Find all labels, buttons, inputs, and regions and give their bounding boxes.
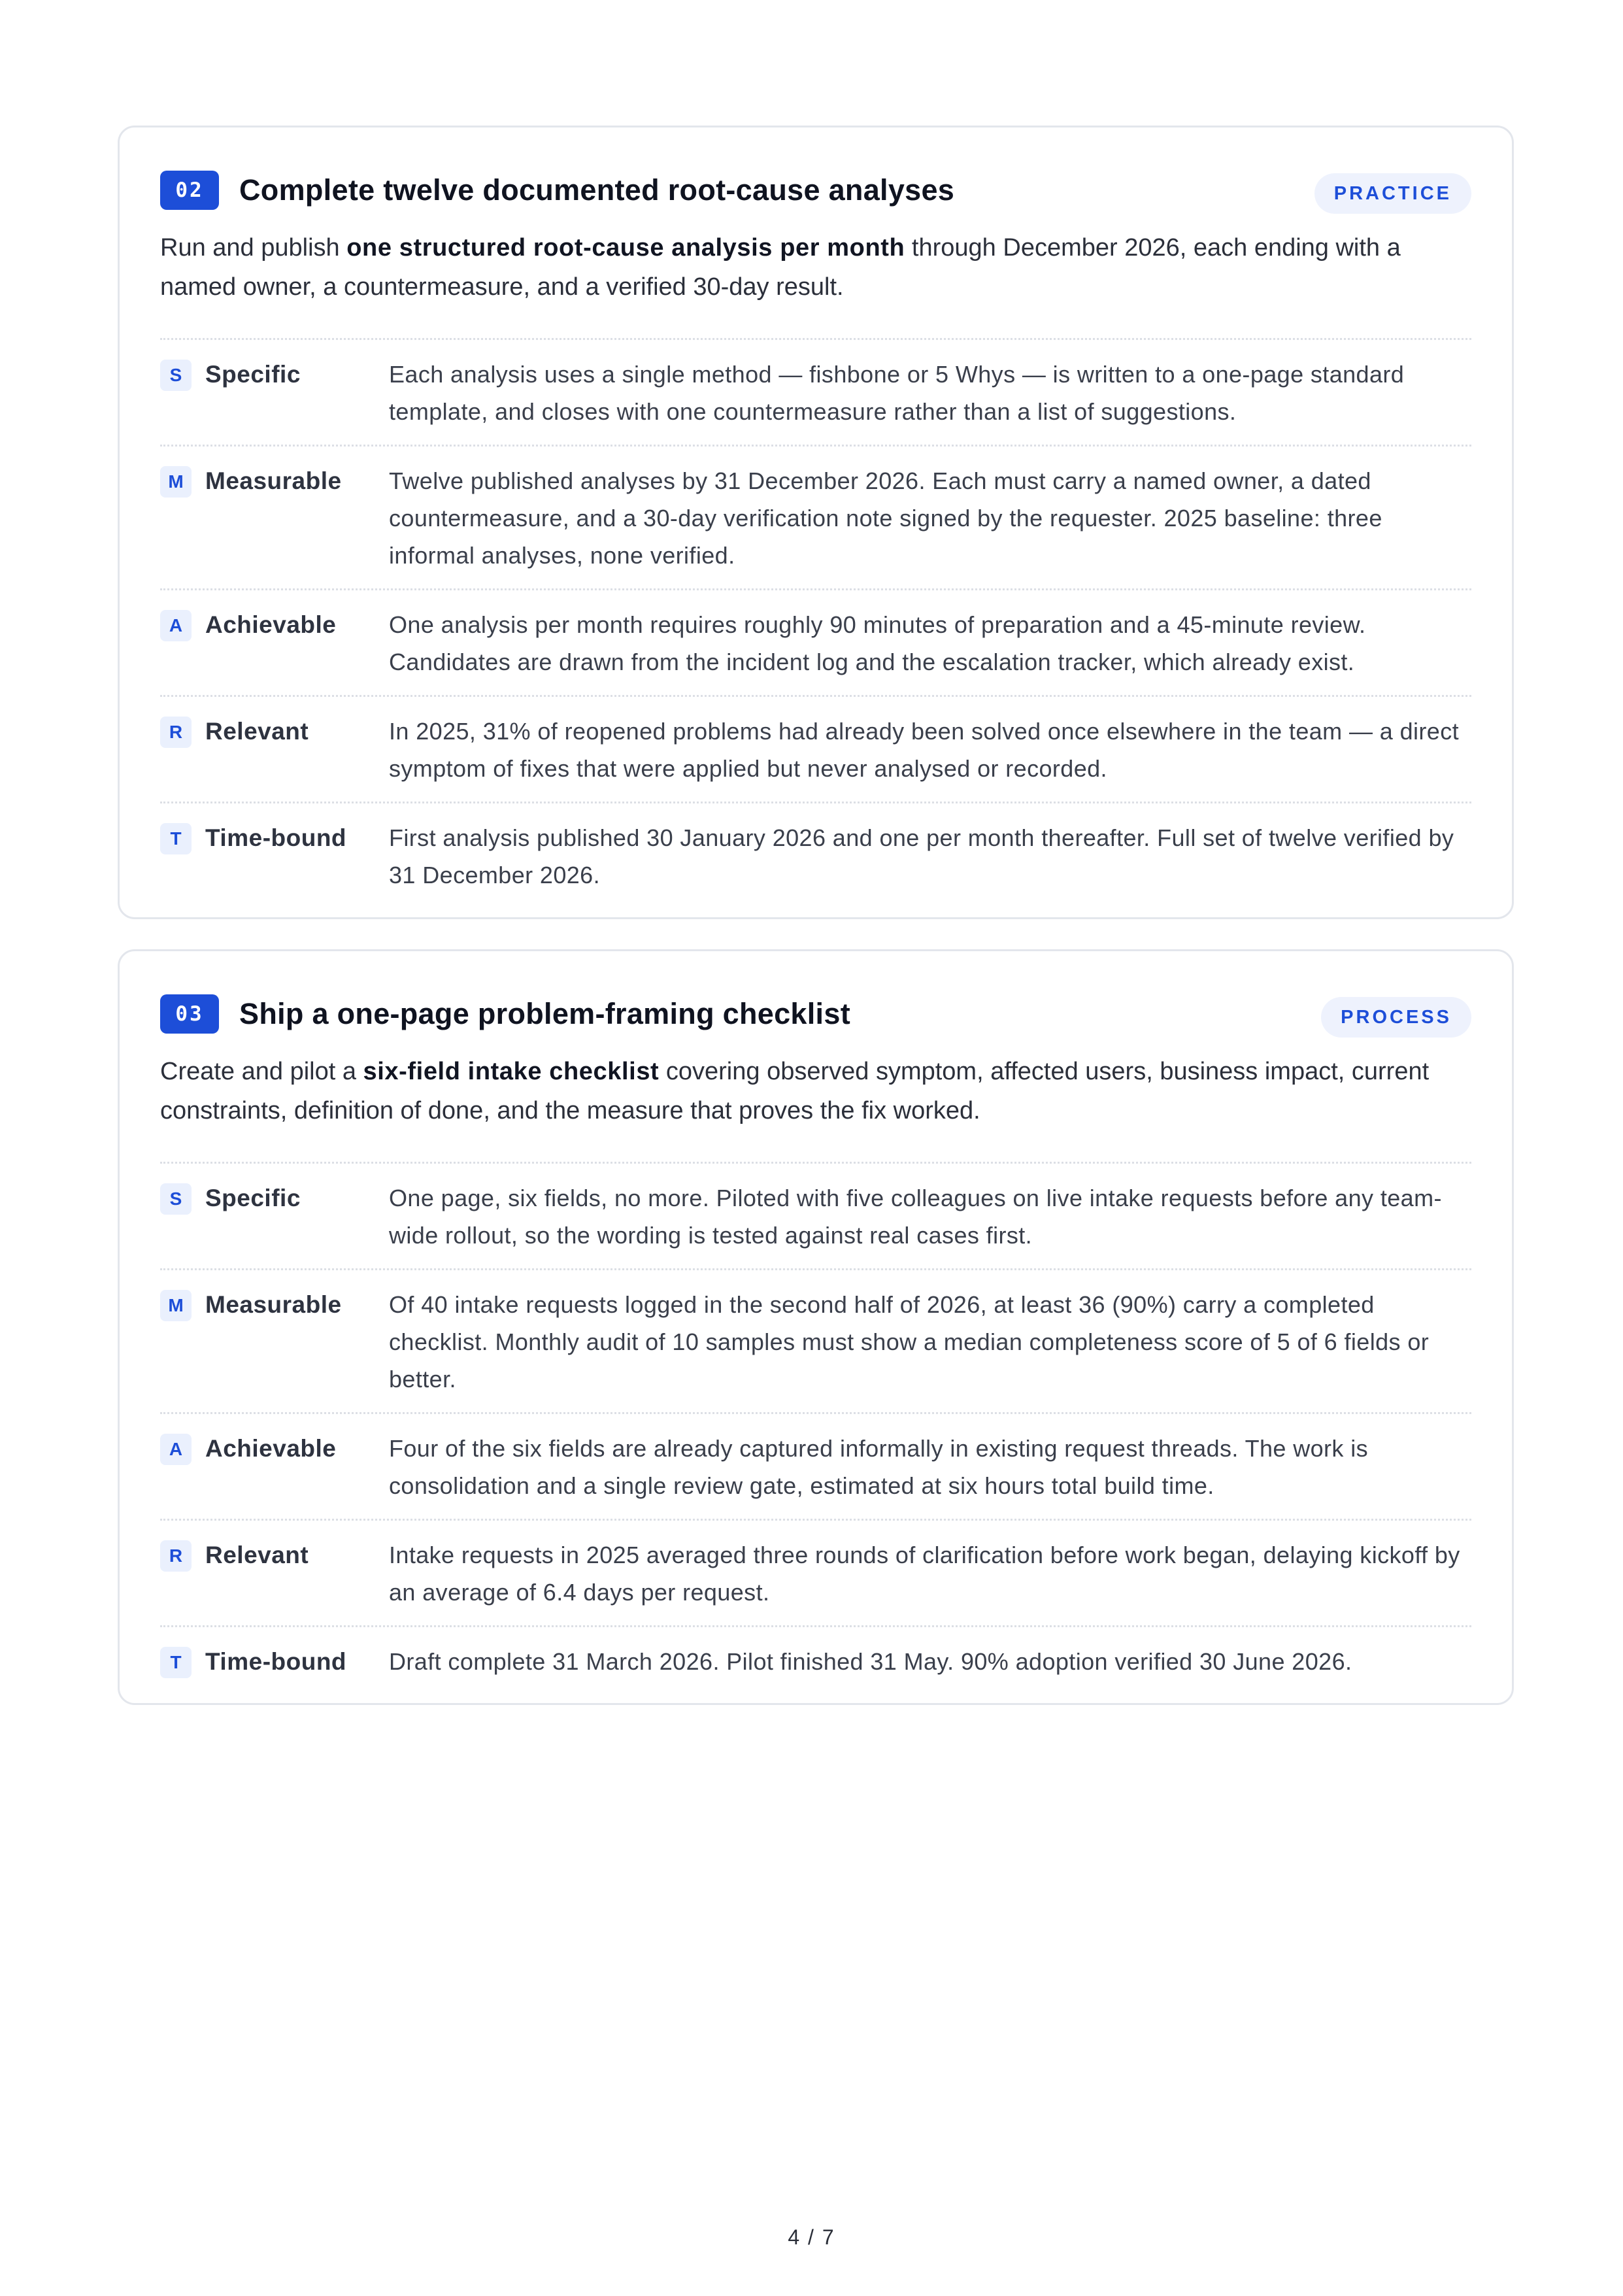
smart-row-time-bound bbox=[160, 1627, 1471, 1695]
smart-row-achievable bbox=[160, 590, 1471, 697]
goal-title: Ship a one-page problem-framing checklist bbox=[239, 997, 850, 1030]
smart-letter-badge: S bbox=[160, 360, 192, 391]
smart-description: First analysis published 30 January 2026 and one per month thereafter. Full set of twelve verified by 31 December 2026. bbox=[389, 824, 1454, 888]
goal-number-badge: 03 bbox=[160, 994, 219, 1034]
goal-header bbox=[160, 167, 1471, 214]
smart-criteria-list bbox=[160, 338, 1471, 908]
goal-card bbox=[118, 126, 1514, 919]
smart-label: Measurable bbox=[205, 1291, 342, 1318]
smart-label: Achievable bbox=[205, 611, 337, 638]
smart-label: Achievable bbox=[205, 1435, 337, 1462]
smart-description: Twelve published analyses by 31 December 2026. Each must carry a named owner, a dated countermeasure, and a 30-day verification note signed by the requester. 2025 baseline: three informal analyses, none verified. bbox=[389, 467, 1382, 569]
goal-summary-text: through December 2026, each ending with a named owner, a countermeasure, and a verified 30-day result. bbox=[160, 234, 1401, 301]
smart-letter-badge: T bbox=[160, 823, 192, 854]
smart-letter-badge: M bbox=[160, 466, 192, 498]
smart-row-time-bound bbox=[160, 803, 1471, 908]
goal-number-badge: 02 bbox=[160, 171, 219, 210]
smart-label: Measurable bbox=[205, 467, 342, 494]
smart-description: Intake requests in 2025 averaged three rounds of clarification before work began, delaying kickoff by an average of 6.4 days per request. bbox=[389, 1542, 1460, 1606]
smart-label: Relevant bbox=[205, 1542, 309, 1568]
smart-description: Each analysis uses a single method — fishbone or 5 Whys — is written to a one-page standard template, and closes with one countermeasure rather than a list of suggestions. bbox=[389, 361, 1405, 425]
goal-category-tag: PRACTICE bbox=[1314, 173, 1471, 214]
goal-summary-text: covering observed symptom, affected users, business impact, current constraints, definition of done, and the measure that proves the fix worked. bbox=[160, 1058, 1430, 1124]
smart-letter-badge: R bbox=[160, 717, 192, 748]
goal-summary-emphasis: six-field intake checklist bbox=[363, 1058, 660, 1085]
smart-row-achievable bbox=[160, 1414, 1471, 1521]
smart-description: Draft complete 31 March 2026. Pilot finished 31 May. 90% adoption verified 30 June 2026. bbox=[389, 1648, 1352, 1675]
smart-label: Time-bound bbox=[205, 1648, 347, 1675]
smart-letter-badge: T bbox=[160, 1647, 192, 1678]
smart-description: Four of the six fields are already captured informally in existing request threads. The work is consolidation and a single review gate, estimated at six hours total build time. bbox=[389, 1435, 1369, 1499]
smart-row-specific bbox=[160, 1164, 1471, 1270]
goal-category-tag: PROCESS bbox=[1321, 997, 1471, 1038]
smart-label: Specific bbox=[205, 361, 301, 388]
smart-description: One page, six fields, no more. Piloted with five colleagues on live intake requests before any team-wide rollout, so the wording is tested against real cases first. bbox=[389, 1185, 1442, 1249]
goal-header bbox=[160, 990, 1471, 1038]
smart-row-specific bbox=[160, 340, 1471, 447]
smart-row-relevant bbox=[160, 697, 1471, 803]
smart-label: Relevant bbox=[205, 718, 309, 745]
smart-description: In 2025, 31% of reopened problems had already been solved once elsewhere in the team — a direct symptom of fixes that were applied but never analysed or recorded. bbox=[389, 718, 1460, 782]
smart-description: One analysis per month requires roughly 90 minutes of preparation and a 45-minute review. Candidates are drawn from the incident log and the escalation tracker, which already exist. bbox=[389, 611, 1366, 675]
goal-card bbox=[118, 949, 1514, 1705]
goal-summary-emphasis: one structured root-cause analysis per month bbox=[346, 234, 905, 262]
smart-row-relevant bbox=[160, 1521, 1471, 1627]
smart-criteria-list bbox=[160, 1162, 1471, 1695]
goal-summary bbox=[160, 1052, 1471, 1130]
smart-label: Specific bbox=[205, 1185, 301, 1211]
goal-title: Complete twelve documented root-cause analyses bbox=[239, 173, 955, 207]
goal-summary bbox=[160, 228, 1471, 307]
smart-row-measurable bbox=[160, 447, 1471, 590]
smart-row-measurable bbox=[160, 1270, 1471, 1414]
smart-letter-badge: R bbox=[160, 1540, 192, 1572]
goal-summary-text: Run and publish bbox=[160, 234, 347, 262]
page-number: 4 / 7 bbox=[788, 2225, 835, 2249]
smart-description: Of 40 intake requests logged in the second half of 2026, at least 36 (90%) carry a completed checklist. Monthly audit of 10 samples must show a median completeness score of 5 of 6 fields or better. bbox=[389, 1291, 1430, 1393]
smart-label: Time-bound bbox=[205, 824, 347, 851]
smart-letter-badge: S bbox=[160, 1183, 192, 1215]
goal-summary-text: Create and pilot a bbox=[160, 1058, 363, 1085]
smart-letter-badge: A bbox=[160, 610, 192, 641]
smart-letter-badge: M bbox=[160, 1290, 192, 1321]
smart-letter-badge: A bbox=[160, 1434, 192, 1465]
